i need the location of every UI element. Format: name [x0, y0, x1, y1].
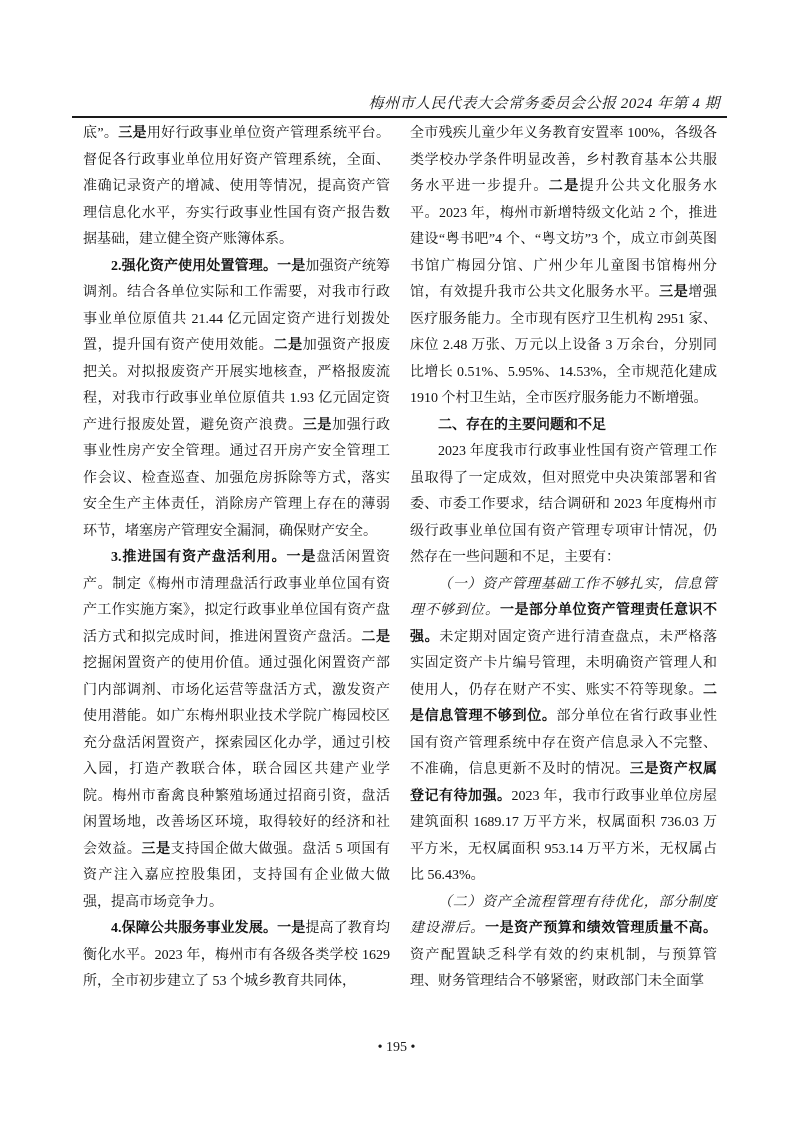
text-run: 资产配置缺乏科学有效的约束机制，与预算管理、财务管理结合不够紧密，财政部门未全面掌 — [410, 947, 717, 989]
paragraph-point-4 — [83, 916, 390, 996]
text-run: 三是 — [302, 417, 333, 433]
text-run: 二是 — [361, 629, 391, 645]
section-heading — [410, 413, 717, 440]
text-run: （一）资产管理基础工作不够扎实，信息管理不够到位。 — [410, 576, 717, 618]
text-run: 二是 — [548, 179, 580, 194]
journal-title-header: 梅州市人民代表大会常务委员会公报 2024 年第 4 期 — [368, 96, 720, 112]
text-run: 三是 — [141, 841, 171, 857]
paragraph-continuation — [410, 121, 717, 413]
text-run: 3.推进国有资产盘活利用。一是 — [111, 550, 317, 565]
paragraph-problem-2 — [410, 890, 717, 996]
paragraph-section-intro — [410, 439, 717, 572]
text-run: 加强资产报废把关。对拟报废资产开展实地核查，严格报废流程，对我市行政事业单位原值共 1.93 亿元固定资产进行报废处置，避免资产浪费。 — [83, 338, 391, 433]
text-run: 4.保障公共服务事业发展。一是 — [111, 921, 306, 936]
text-run: 三是资产权属登记有待加强。 — [410, 762, 717, 804]
text-run: 未定期对固定资产进行清查盘点，未严格落实固定资产卡片编号管理，未明确资产管理人和使用人，仍存在财产不实、账实不符等现象。 — [410, 629, 718, 698]
paragraph-point-2 — [83, 254, 390, 546]
text-run: 二、存在的主要问题和不足 — [438, 417, 606, 433]
text-run: 一是资产预算和绩效管理质量不高。 — [485, 921, 717, 936]
left-column — [83, 121, 390, 996]
text-run: 盘活闲置资产。制定《梅州市清理盘活行政事业单位国有资产工作实施方案》，拟定行政事业单位国有资产盘活方式和拟完成时间，推进闲置资产盘活。 — [83, 550, 391, 645]
text-run: 提高了教育均衡化水平。2023 年，梅州市有各级各类学校 1629 所，全市初步建立了 53 个城乡教育共同体， — [83, 921, 391, 989]
text-run: 二是信息管理不够到位。 — [410, 682, 717, 724]
text-run: 底”。 — [83, 126, 119, 141]
text-run: 全市残疾儿童少年义务教育安置率 100%，各级各类学校办学条件明显改善，乡村教育基本公共服务水平进一步提升。 — [410, 126, 717, 194]
paragraph-point-3 — [83, 545, 390, 916]
text-run: 2023 年度我市行政事业性国有资产管理工作虽取得了一定成效，但对照党中央决策部署和省委、市委工作要求，结合调研和 2023 年度梅州市级行政事业单位国有资产管理专项审计情况，仍然存在一些问题和不足，主要有： — [410, 444, 717, 565]
text-run: 2.强化资产使用处置管理。一是 — [111, 258, 306, 274]
text-run: 三是 — [118, 126, 147, 141]
text-run: 挖掘闲置资产的使用价值。通过强化闲置资产部门内部调剂、市场化运营等盘活方式，激发资产使用潜能。如广东梅州职业技术学院广梅园校区充分盘活闲置资产，探索园区化办学，通过引校入园，打造产教联合体，联合园区共建产业学院。梅州市畜禽良种繁殖场通过招商引资，盘活闲置场地，改善场区环境，取得较好的经济和社会效益。 — [83, 656, 390, 857]
text-run: 加强行政事业性房产安全管理。通过召开房产安全管理工作会议、检查巡查、加强危房拆除等方式，落实安全生产主体责任，消除房产管理上存在的薄弱环节，堵塞房产管理安全漏洞，确保财产安全。 — [83, 417, 391, 539]
text-run: 二是 — [273, 338, 303, 353]
page-footer — [0, 1040, 793, 1056]
page-header — [72, 92, 720, 114]
text-run: 三是 — [659, 285, 689, 300]
content-columns — [83, 121, 717, 996]
text-run: 部分单位在省行政事业性国有资产管理系统中存在资产信息录入不完整、不准确，信息更新不及时的情况。 — [410, 709, 717, 777]
text-run: 提升公共文化服务水平。2023 年，梅州市新增特级文化站 2 个，推进建设“粤书吧”4 个、“粤文坊”3 个，成立市剑英图书馆广梅园分馆、广州少年儿童图书馆梅州分馆，有效提升我市公共文化服务水平。 — [410, 179, 718, 300]
paragraph-continuation — [83, 121, 390, 254]
text-run: 2023 年，我市行政事业单位房屋建筑面积 1689.17 万平方米，权属面积 736.03 万平方米，无权属面积 953.14 万平方米，无权属占比 56.43%。 — [410, 788, 717, 883]
page-number: • 195 • — [377, 1040, 416, 1055]
text-run: 增强医疗服务能力。全市现有医疗卫生机构 2951 家、床位 2.48 万张、万元以上设备 3 万余台，分别同比增长 0.51%、5.95%、14.53%，全市规范化建成 1910 个村卫生站，全市医疗服务能力不断增强。 — [410, 285, 718, 406]
text-run: 加强资产统筹调剂。结合各单位实际和工作需要，对我市行政事业单位原值共 21.44 亿元固定资产进行划拨处置，提升国有资产使用效能。 — [83, 258, 391, 353]
text-run: （二）资产全流程管理有待优化，部分制度建设滞后。 — [410, 894, 717, 936]
text-run: 用好行政事业单位资产管理系统平台。督促各行政事业单位用好资产管理系统，全面、准确记录资产的增减、使用等情况，提高资产管理信息化水平，夯实行政事业性国有资产报告数据基础，建立健全资产账簿体系。 — [83, 126, 391, 247]
right-column — [410, 121, 717, 996]
paragraph-problem-1 — [410, 572, 717, 890]
text-run: 支持国企做大做强。盘活 5 项国有资产注入嘉应控股集团，支持国有企业做大做强，提高市场竞争力。 — [83, 841, 391, 910]
header-rule — [72, 116, 727, 118]
text-run: 一是部分单位资产管理责任意识不强。 — [410, 603, 717, 645]
